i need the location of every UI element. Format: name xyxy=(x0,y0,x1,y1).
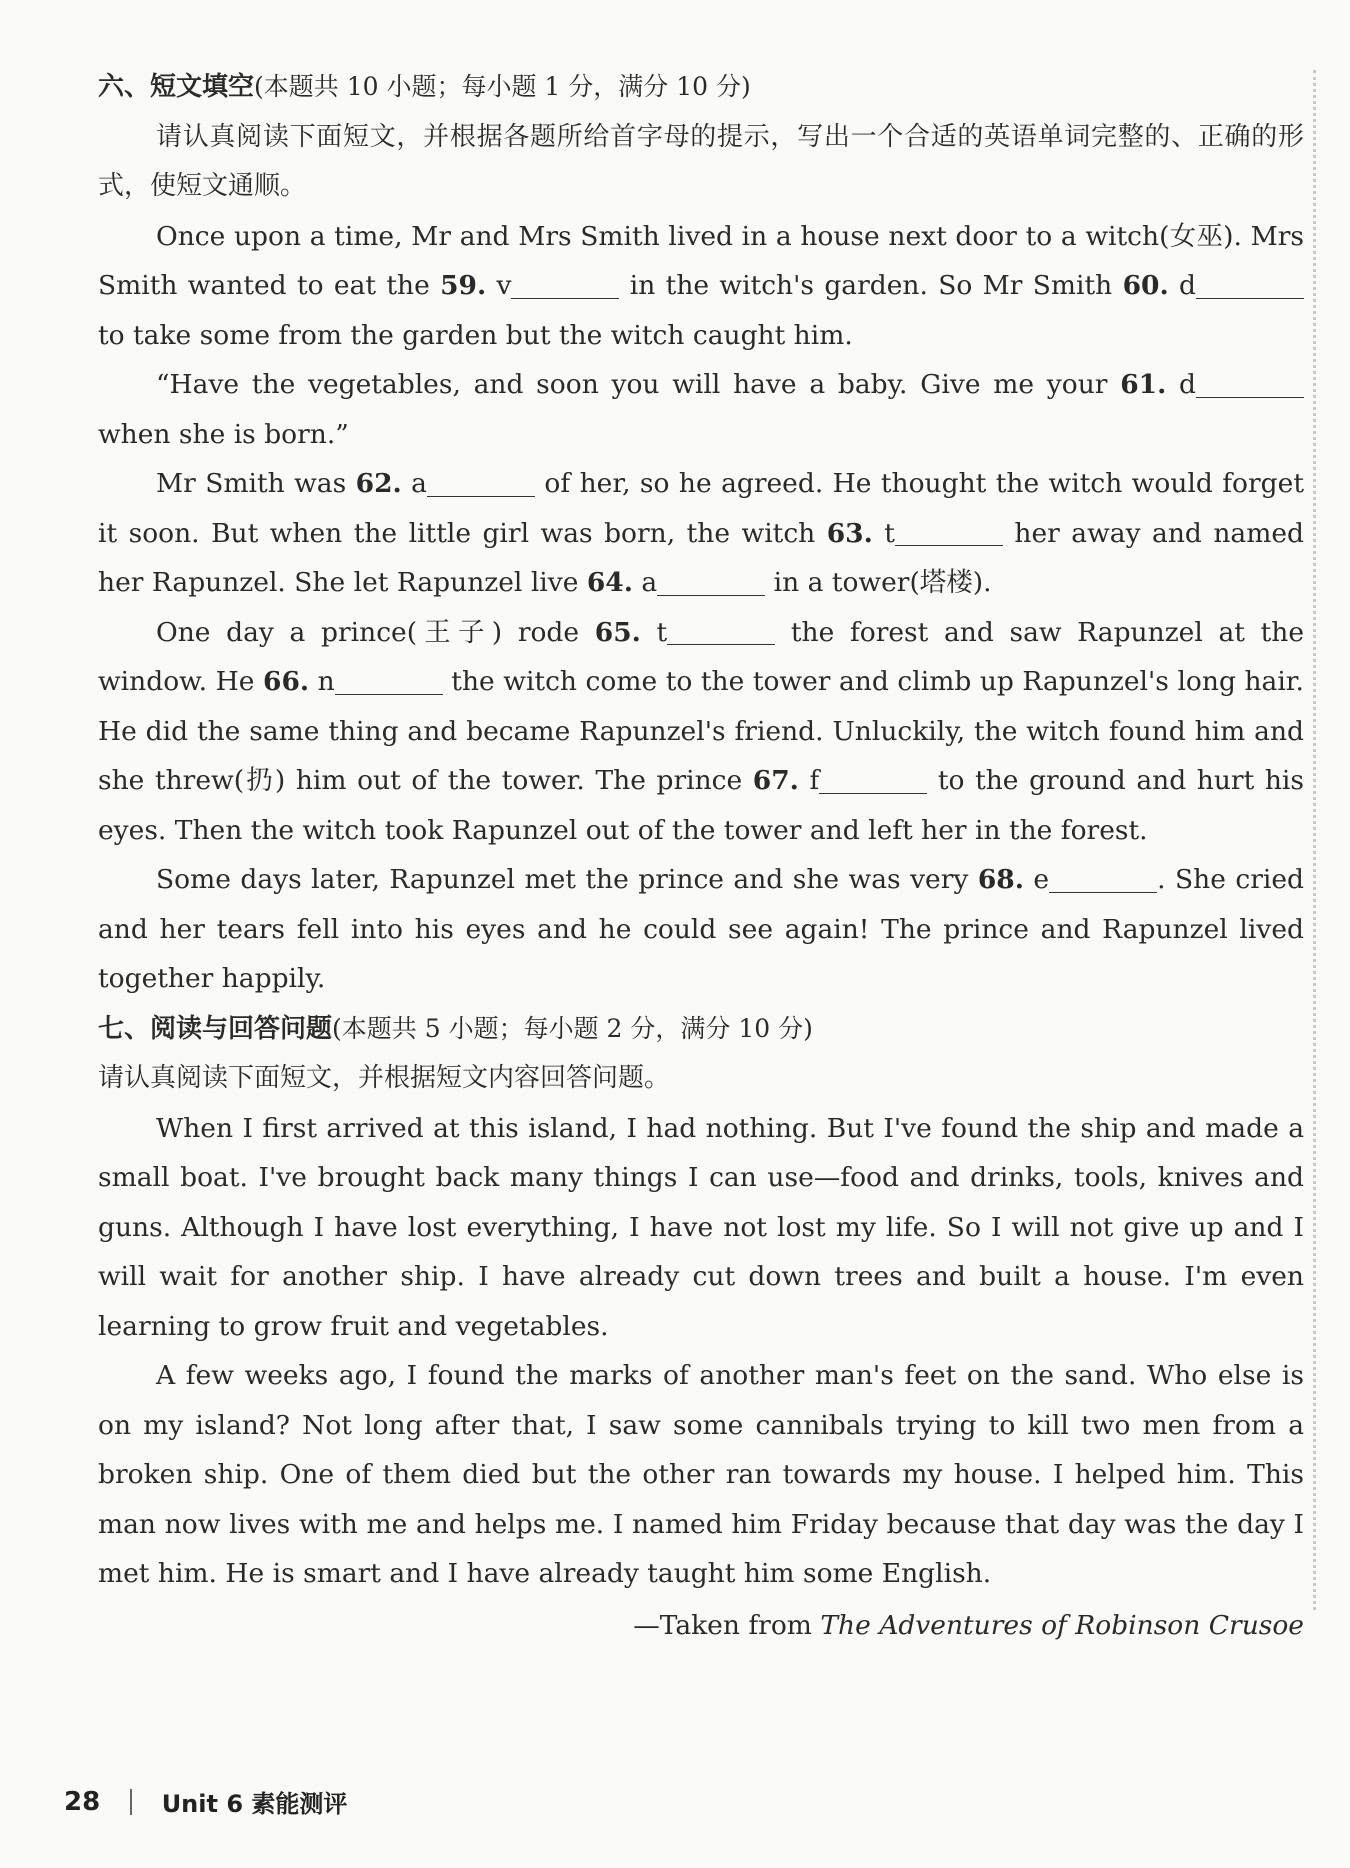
hint-letter: e xyxy=(1023,864,1050,895)
blank-62[interactable] xyxy=(356,468,535,499)
passage-1-paragraph-1 xyxy=(98,212,1304,361)
hint-letter: d xyxy=(1168,270,1196,301)
blank-59[interactable] xyxy=(440,270,619,301)
passage-text: to the ground and hurt his eyes. Then the witch took Rapunzel out of the tower and left her in the forest. xyxy=(98,765,1304,846)
question-number: 66. xyxy=(263,666,310,697)
section-6-title: 六、短文填空 xyxy=(98,72,255,102)
passage-1-paragraph-3 xyxy=(98,459,1304,608)
hint-letter: n xyxy=(309,666,335,697)
question-number: 65. xyxy=(594,616,641,648)
hint-letter: t xyxy=(872,517,895,549)
answer-line[interactable] xyxy=(667,618,775,646)
hint-letter: a xyxy=(632,567,658,598)
passage-text: in the witch's garden. So Mr Smith xyxy=(619,270,1123,301)
section-7-heading xyxy=(98,1004,1304,1055)
source-book-title: The Adventures of Robinson Crusoe xyxy=(820,1609,1304,1641)
answer-line[interactable] xyxy=(1196,271,1304,299)
blank-67[interactable] xyxy=(753,765,928,796)
section-6-scoring-note: (本题共 10 小题；每小题 1 分，满分 10 分) xyxy=(254,72,751,101)
blank-68[interactable] xyxy=(978,864,1157,895)
hint-letter: f xyxy=(798,765,820,796)
answer-line[interactable] xyxy=(657,568,765,596)
passage-2-paragraph-1: When I first arrived at this island, I had nothing. But I've found the ship and made a small boat. I've brought back many things I can use—food and drinks, tools, knives and guns. Although I have lost everything, I have not lost my life. So I will not give up and I will wait for another ship. I have already cut down trees and built a house. I'm even learning to grow fruit and vegetables. xyxy=(98,1112,1304,1342)
blank-66[interactable] xyxy=(263,666,443,697)
passage-text: . She cried and her tears fell into his eyes and he could see again! The prince and Rapunzel lived together happily. xyxy=(98,864,1304,994)
passage-1-paragraph-5 xyxy=(98,855,1304,1004)
answer-line[interactable] xyxy=(819,766,927,794)
footer-divider xyxy=(130,1789,132,1815)
blank-60[interactable] xyxy=(1123,270,1304,301)
unit-label: Unit 6 素能测评 xyxy=(161,1790,348,1818)
question-number: 60. xyxy=(1122,270,1169,301)
passage-text: when she is born.” xyxy=(98,418,349,450)
passage-text: Mr Smith was xyxy=(156,468,356,499)
passage-text: Once upon a time, Mr and Mrs Smith lived in a house next door to a witch(女巫). Mrs Smith wanted to eat the xyxy=(98,220,1304,301)
passage-text: of her, so he agreed. He thought the witch would forget it soon. But when the little girl was born, the witch xyxy=(98,468,1304,549)
answer-line[interactable] xyxy=(895,519,1003,547)
question-number: 61. xyxy=(1120,369,1167,400)
answer-line[interactable] xyxy=(1049,865,1157,893)
answer-line[interactable] xyxy=(1196,370,1304,398)
section-7-scoring-note: (本题共 5 小题；每小题 2 分，满分 10 分) xyxy=(332,1013,813,1043)
hint-letter: a xyxy=(401,468,427,499)
blank-64[interactable] xyxy=(587,567,765,598)
section-6-instruction: 请认真阅读下面短文，并根据各题所给首字母的提示，写出一个合适的英语单词完整的、正确的形式，使短文通顺。 xyxy=(98,121,1304,201)
passage-text: in a tower(塔楼). xyxy=(765,567,992,598)
section-7-title: 七、阅读与回答问题 xyxy=(98,1013,333,1044)
passage-text: to take some from the garden but the witch caught him. xyxy=(98,319,853,351)
question-number: 68. xyxy=(977,864,1024,895)
question-number: 59. xyxy=(440,270,487,301)
source-prefix: —Taken from xyxy=(633,1609,821,1641)
blank-65[interactable] xyxy=(595,617,775,648)
question-number: 62. xyxy=(355,468,402,499)
answer-line[interactable] xyxy=(511,271,619,299)
section-7-instruction: 请认真阅读下面短文，并根据短文内容回答问题。 xyxy=(98,1063,671,1093)
question-number: 63. xyxy=(826,517,873,549)
passage-text: the witch come to the tower and climb up Rapunzel's long hair. He did the same thing and became Rapunzel's friend. Unluckily, the witch found him and she threw(扔) him out of the tower. The prince xyxy=(98,666,1304,796)
passage-text: One day a prince(王子) rode xyxy=(156,616,595,648)
passage-2-paragraph-2: A few weeks ago, I found the marks of another man's feet on the sand. Who else is on my island? Not long after that, I saw some cannibals trying to kill two men from a broken ship. One of them died but the other ran towards my house. I helped him. This man now lives with me and helps me. I named him Friday because that day was the day I met him. He is smart and I have already taught him some English. xyxy=(98,1360,1304,1589)
passage-source xyxy=(98,1601,1304,1651)
answer-line[interactable] xyxy=(335,667,443,695)
blank-61[interactable] xyxy=(1120,369,1304,400)
answer-line[interactable] xyxy=(427,469,535,497)
passage-text: “Have the vegetables, and soon you will have a baby. Give me your xyxy=(156,369,1121,400)
passage-1-paragraph-2 xyxy=(98,360,1304,459)
question-number: 64. xyxy=(586,567,633,598)
page-number: 28 xyxy=(64,1786,101,1817)
passage-1-paragraph-4 xyxy=(98,608,1304,856)
passage-text: the forest and saw Rapunzel at the window. He xyxy=(98,616,1305,697)
passage-text: Some days later, Rapunzel met the prince and she was very xyxy=(156,864,978,895)
hint-letter: d xyxy=(1166,369,1196,400)
page-content xyxy=(98,62,1304,1650)
binding-edge-mark xyxy=(1309,70,1316,1610)
section-6-heading xyxy=(98,62,1304,113)
hint-letter: v xyxy=(486,270,512,301)
hint-letter: t xyxy=(640,616,668,648)
blank-63[interactable] xyxy=(827,518,1003,549)
passage-text: her away and named her Rapunzel. She let Rapunzel live xyxy=(98,517,1304,598)
page-footer xyxy=(64,1784,347,1819)
question-number: 67. xyxy=(752,765,799,796)
